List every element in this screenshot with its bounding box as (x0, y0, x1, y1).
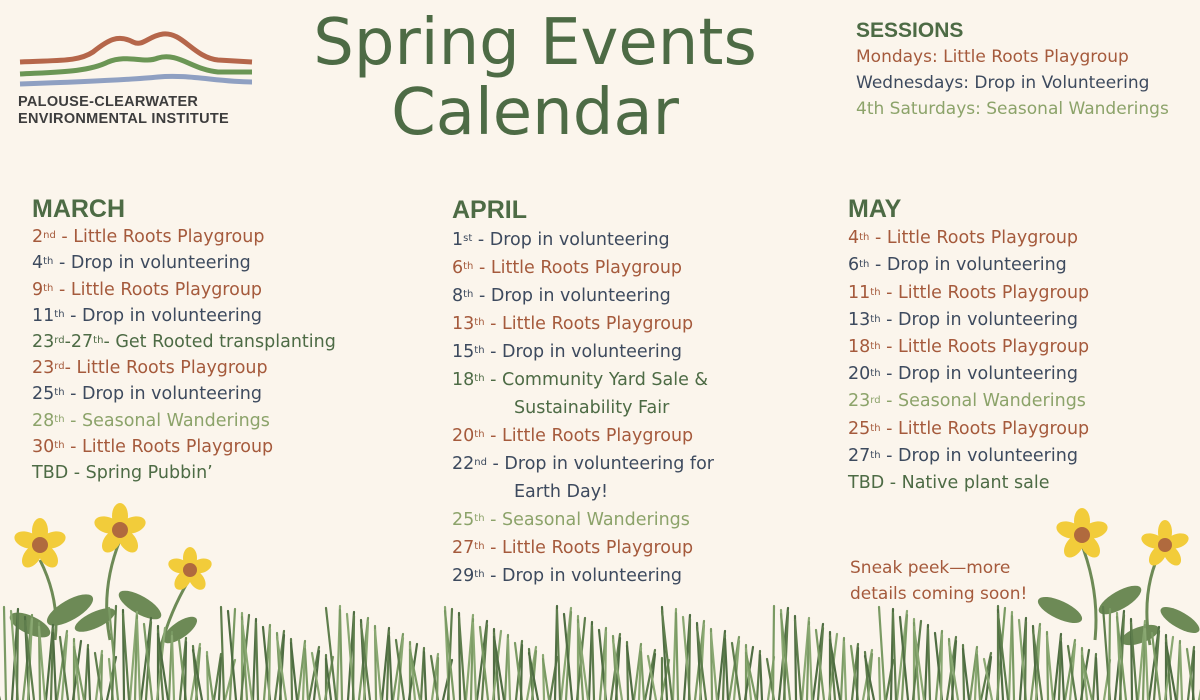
event-item (32, 224, 336, 250)
session-item: Mondays: Little Roots Playgroup (856, 47, 1129, 67)
event-item (848, 252, 1089, 279)
event-date: 25 (452, 510, 475, 530)
month-column-april (452, 196, 714, 590)
grass-blade (508, 639, 510, 700)
event-date: 18 (452, 370, 475, 390)
event-title: - Little Roots Playgroup (55, 227, 265, 248)
event-title: - Drop in volunteering (484, 566, 682, 586)
sessions-heading: SESSIONS (856, 19, 964, 42)
event-item (32, 355, 336, 381)
event-date-suffix: nd (474, 457, 487, 468)
event-date-suffix: th (474, 569, 485, 580)
grass-blade (641, 652, 644, 700)
event-date-suffix: th (474, 345, 485, 356)
mountain-logo-icon (18, 22, 254, 92)
grass-blade (17, 613, 18, 700)
event-date-suffix: rd (870, 395, 881, 407)
event-date: TBD (848, 473, 885, 494)
grass-blade (340, 610, 342, 700)
event-item (32, 329, 336, 355)
event-item (848, 334, 1089, 361)
event-date: 27 (452, 538, 475, 558)
org-logo (18, 22, 258, 128)
event-date: 11 (848, 282, 871, 303)
event-item (32, 460, 336, 486)
event-item (848, 361, 1089, 388)
event-item (452, 422, 714, 450)
event-date-suffix: th (474, 513, 485, 524)
event-title: - Native plant sale (884, 473, 1050, 494)
event-date: 20 (452, 426, 475, 446)
event-item (32, 303, 336, 329)
grass-blade (893, 613, 896, 700)
grass-blade (53, 633, 56, 700)
event-date: 20 (848, 364, 871, 385)
event-title: - Little Roots Playgroup (64, 436, 274, 457)
session-item: Wednesdays: Drop in Volunteering (856, 73, 1150, 93)
event-date-end: -27 (64, 332, 94, 353)
grass-blade (437, 658, 438, 700)
grass-blade (689, 619, 690, 700)
event-date-suffix: th (54, 308, 65, 320)
grass-blade (185, 642, 186, 700)
event-date: 15 (452, 342, 475, 362)
event-date-suffix: th (859, 232, 870, 244)
event-date: TBD (32, 463, 69, 484)
event-date: 27 (848, 445, 871, 466)
org-name-line1: PALOUSE-CLEARWATER (18, 94, 199, 110)
event-item (848, 470, 1089, 497)
event-item (452, 450, 714, 478)
event-date-suffix: th (870, 341, 881, 353)
org-name (18, 94, 258, 128)
event-date-suffix: th (859, 259, 870, 271)
event-title: - Little Roots Playgroup (880, 282, 1090, 303)
grass-blade (1012, 616, 1014, 700)
grass-blade (844, 642, 846, 700)
grass-blade (88, 649, 90, 700)
event-date-suffix: st (463, 233, 473, 244)
grass-blade (879, 658, 880, 700)
event-date-suffix: th (474, 429, 485, 440)
event-date: 13 (848, 309, 871, 330)
title-line2: Calendar (391, 76, 679, 150)
event-date-suffix: th (43, 256, 54, 268)
grass-blade (928, 629, 930, 700)
event-title: - Little Roots Playgroup (880, 337, 1090, 358)
event-title: - Little Roots Playgroup (53, 279, 263, 300)
event-title: - Seasonal Wanderings (484, 510, 690, 530)
event-title: - Little Roots Playgroup (473, 258, 683, 278)
event-item (32, 434, 336, 460)
month-heading: MAY (848, 195, 902, 223)
event-date: 8 (452, 286, 464, 306)
event-item (848, 388, 1089, 415)
event-date: 6 (452, 258, 464, 278)
note-line1: Sneak peek—more (850, 558, 1011, 578)
grass-blade (760, 655, 762, 700)
event-item (848, 225, 1089, 252)
event-date: 23 (848, 391, 871, 412)
event-item (32, 408, 336, 434)
title-line1: Spring Events (313, 6, 757, 80)
event-title: - Community Yard Sale & (484, 370, 709, 390)
event-date: 6 (848, 255, 860, 276)
event-date: 1 (452, 230, 464, 250)
month-heading: APRIL (452, 196, 527, 224)
event-date: 25 (32, 384, 55, 405)
grass-blade (256, 623, 258, 700)
event-date-suffix: th (463, 261, 474, 272)
grass-blade (521, 645, 522, 700)
event-title: - Drop in volunteering (880, 445, 1078, 466)
event-date: 2 (32, 227, 44, 248)
event-date-suffix: th (870, 368, 881, 380)
event-item (452, 226, 714, 254)
event-date-suffix: th (870, 449, 881, 461)
event-item (452, 366, 714, 394)
grass-blade (4, 607, 6, 700)
event-title-continued: Sustainability Fair (514, 398, 670, 418)
session-item: 4th Saturdays: Seasonal Wanderings (856, 99, 1169, 119)
event-title: - Little Roots Playgroup (484, 314, 694, 334)
event-item (32, 381, 336, 407)
grass-blade (353, 616, 354, 700)
event-title: - Little Roots Playgroup (484, 426, 694, 446)
event-date: 4 (32, 253, 44, 274)
event-date: 23 (32, 332, 55, 353)
grass-blade (676, 613, 678, 700)
event-date: 28 (32, 410, 55, 431)
event-date-suffix: th (870, 313, 881, 325)
grass-blade (1061, 642, 1064, 700)
grass-blade (773, 606, 774, 700)
grass-blade (592, 626, 594, 700)
event-title: - Drop in volunteering (53, 253, 251, 274)
event-title: - Drop in volunteering (484, 342, 682, 362)
event-date-suffix: rd (54, 335, 65, 347)
event-date-suffix: th (474, 541, 485, 552)
grass-blade (305, 649, 308, 700)
event-title: - Drop in volunteering (64, 384, 262, 405)
grass-blade (1109, 609, 1110, 700)
grass-blade (137, 620, 140, 700)
grass-blade (1180, 645, 1182, 700)
grass-blade (424, 652, 426, 700)
event-date: 30 (32, 436, 55, 457)
event-date-suffix: th (54, 413, 65, 425)
grass-blade (605, 632, 606, 700)
event-title: - Little Roots Playgroup (869, 228, 1079, 249)
grass-blade (473, 623, 476, 700)
month-column-march (32, 196, 336, 486)
event-item (452, 310, 714, 338)
event-title-continued: Earth Day! (514, 482, 609, 502)
grass-blade (977, 655, 980, 700)
event-title: - Drop in volunteering (472, 230, 670, 250)
event-title: - Seasonal Wanderings (64, 410, 270, 431)
event-item (32, 250, 336, 276)
page-title (270, 8, 800, 148)
event-title: - Drop in volunteering (64, 305, 262, 326)
event-title: - Little Roots Playgroup (64, 358, 268, 379)
event-date: 13 (452, 314, 475, 334)
event-date: 11 (32, 305, 55, 326)
grass-blade (941, 635, 942, 700)
event-date-suffix: th (463, 289, 474, 300)
grass-blade (101, 655, 102, 700)
event-title: - Drop in volunteering for (486, 454, 714, 474)
event-item (452, 282, 714, 310)
month-column-may (848, 196, 1089, 497)
event-date: 22 (452, 454, 475, 474)
event-item (848, 416, 1089, 443)
event-date: 4 (848, 228, 860, 249)
event-date-suffix: th (870, 286, 881, 298)
event-title: - Drop in volunteering (880, 309, 1078, 330)
note-line2: details coming soon! (850, 584, 1028, 604)
event-title: - Seasonal Wanderings (880, 391, 1086, 412)
event-item (452, 562, 714, 590)
event-date-suffix: th (474, 317, 485, 328)
event-item (452, 254, 714, 282)
event-title: - Get Rooted transplanting (103, 332, 336, 353)
sessions-box (856, 18, 1169, 122)
event-title: - Drop in volunteering (473, 286, 671, 306)
event-date-suffix: th (54, 387, 65, 399)
event-title: - Drop in volunteering (869, 255, 1067, 276)
grass-blade (269, 629, 270, 700)
event-date: 18 (848, 337, 871, 358)
grass-blade (725, 639, 728, 700)
event-title: - Spring Pubbin’ (68, 463, 213, 484)
month-heading: MARCH (32, 195, 126, 223)
event-title: - Little Roots Playgroup (484, 538, 694, 558)
grass-blade (221, 607, 224, 700)
event-title: - Little Roots Playgroup (880, 418, 1090, 439)
event-date-suffix: th (870, 422, 881, 434)
grass-blade (389, 636, 392, 700)
event-date-end-suffix: th (93, 335, 104, 347)
event-date: 29 (452, 566, 475, 586)
event-date-suffix: th (54, 439, 65, 451)
event-item (452, 506, 714, 534)
grass-blade (1096, 658, 1098, 700)
org-name-line2: ENVIRONMENTAL INSTITUTE (18, 111, 229, 127)
event-date-suffix: th (474, 373, 485, 384)
grass-blade (1193, 651, 1194, 700)
event-item (452, 534, 714, 562)
event-item (848, 307, 1089, 334)
event-date: 9 (32, 279, 44, 300)
grass-blade (857, 648, 858, 700)
sneak-peek-note (850, 555, 1027, 607)
event-date-suffix: nd (43, 230, 56, 242)
event-item (32, 277, 336, 303)
event-date: 23 (32, 358, 55, 379)
grass-blade (557, 610, 560, 700)
event-title: - Drop in volunteering (880, 364, 1078, 385)
event-item (848, 280, 1089, 307)
grass-blade (1025, 622, 1026, 700)
event-date: 25 (848, 418, 871, 439)
event-date-suffix: rd (54, 361, 65, 373)
grass-blade (809, 626, 812, 700)
grass-blade (172, 636, 174, 700)
event-item (848, 443, 1089, 470)
event-item (452, 338, 714, 366)
event-date-suffix: th (43, 282, 54, 294)
